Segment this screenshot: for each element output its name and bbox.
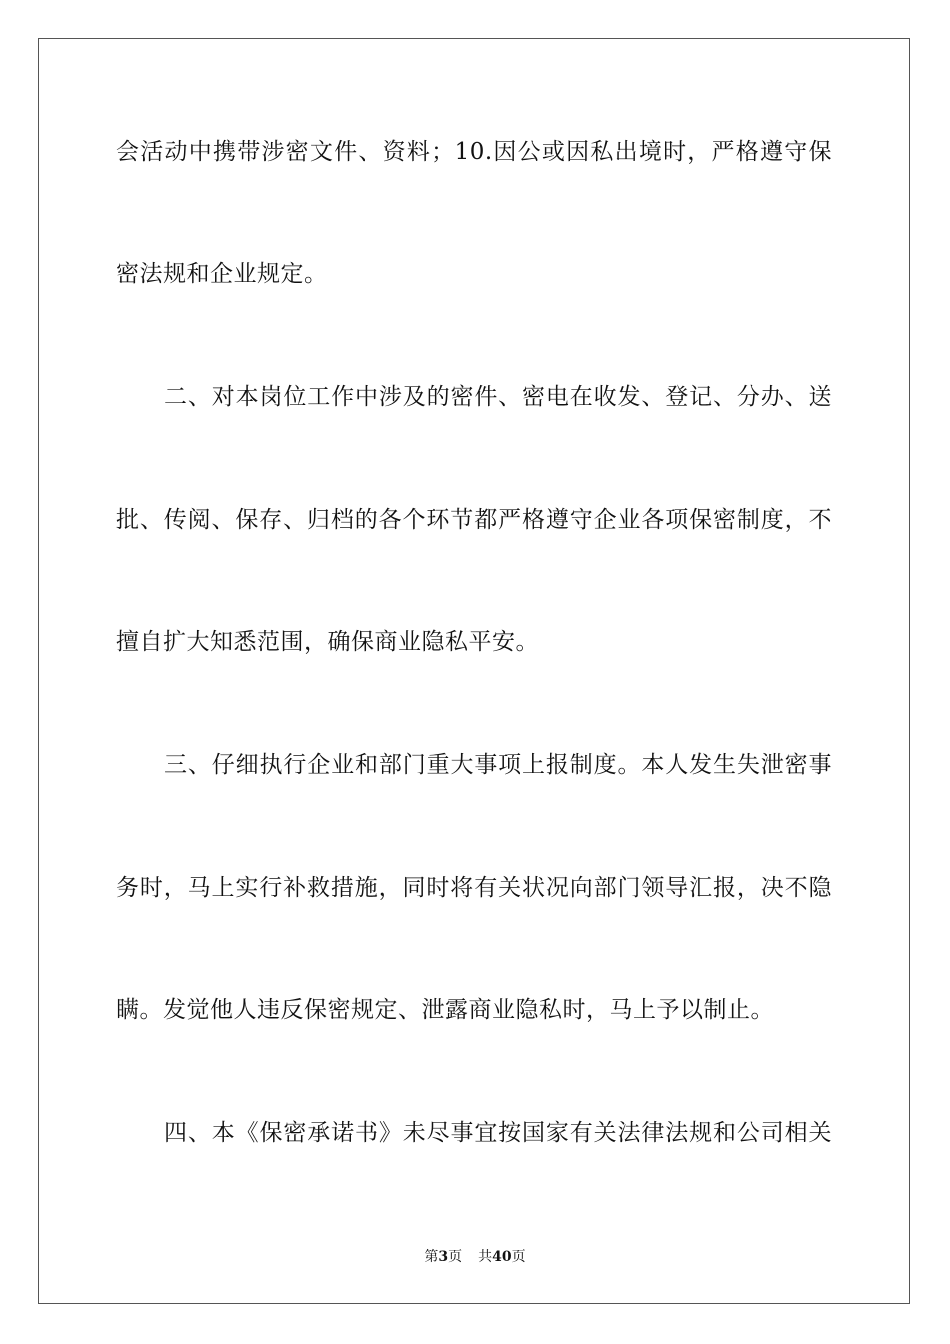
paragraph-start-line: 二、对本岗位工作中涉及的密件、密电在收发、登记、分办、送 <box>164 384 832 410</box>
text-line: 密法规和企业规定。 <box>116 261 328 287</box>
text-line: 会活动中携带涉密文件、资料；10.因公或因私出境时，严格遵守保 <box>116 139 832 165</box>
paragraph-start-line: 四、本《保密承诺书》未尽事宜按国家有关法律法规和公司相关 <box>164 1120 832 1146</box>
text-line: 擅自扩大知悉范围，确保商业隐私平安。 <box>116 629 539 655</box>
text-line: 批、传阅、保存、归档的各个环节都严格遵守企业各项保密制度，不 <box>116 507 832 533</box>
text-line: 务时，马上实行补救措施，同时将有关状况向部门领导汇报，决不隐 <box>116 875 832 901</box>
total-pages: 40 <box>492 1249 512 1265</box>
total-label-suffix: 页 <box>511 1249 526 1265</box>
page-label-prefix: 第 <box>424 1249 439 1265</box>
total-label-prefix: 共 <box>478 1249 493 1265</box>
paragraph-start-line: 三、仔细执行企业和部门重大事项上报制度。本人发生失泄密事 <box>164 752 832 778</box>
page-label-suffix: 页 <box>448 1249 463 1265</box>
page-border <box>38 38 910 1304</box>
page-number: 3 <box>438 1249 449 1265</box>
page-footer <box>0 1248 950 1266</box>
text-line: 瞒。发觉他人违反保密规定、泄露商业隐私时，马上予以制止。 <box>116 997 774 1023</box>
